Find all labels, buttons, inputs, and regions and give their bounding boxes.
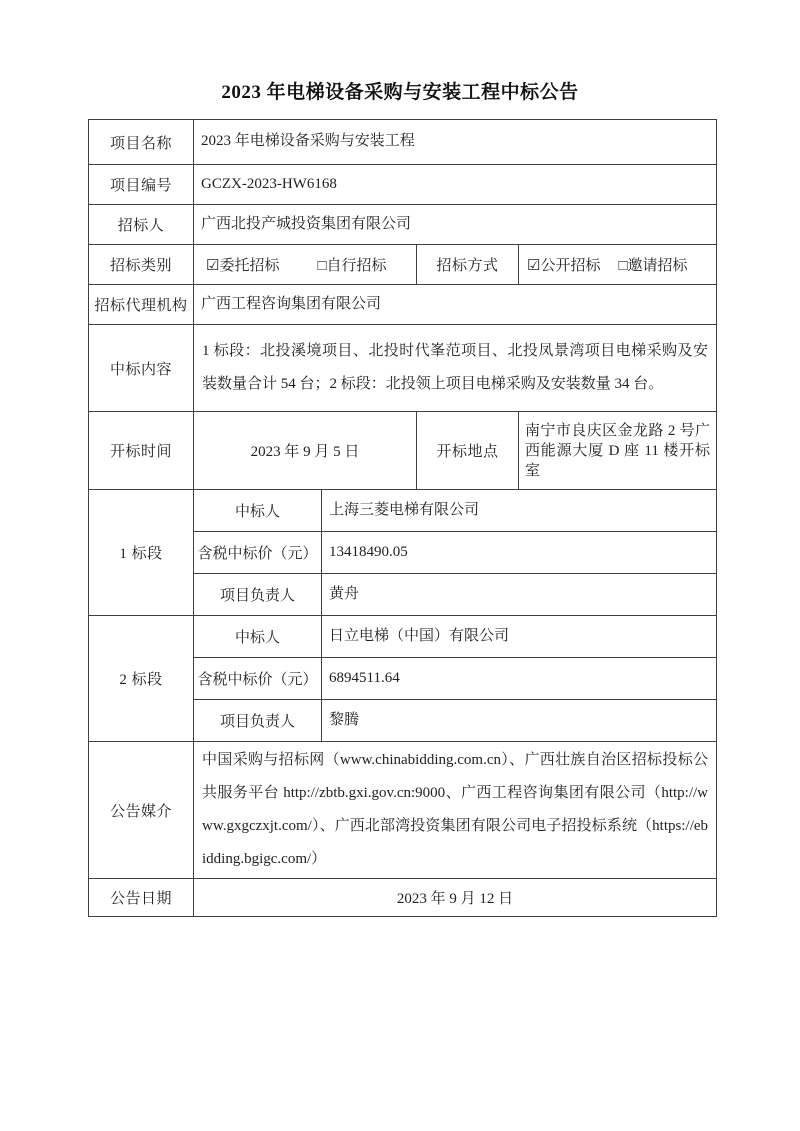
- announcement-table: [88, 119, 717, 917]
- tender-category-option-self: [317, 254, 386, 275]
- bid-opening-time-label: 开标时间: [89, 412, 194, 490]
- table-row-section2-winner: [89, 616, 717, 658]
- section1-manager-value: 黄舟: [322, 574, 717, 616]
- checkbox-unchecked-icon: □: [317, 258, 327, 274]
- page-title: 2023 年电梯设备采购与安装工程中标公告: [221, 82, 579, 103]
- table-row-tenderer: [89, 205, 717, 245]
- table-row-agency: [89, 285, 717, 325]
- announce-date-value: 2023 年 9 月 12 日: [194, 879, 717, 917]
- checkbox-option-label: 委托招标: [219, 258, 280, 274]
- announce-date-label: 公告日期: [89, 879, 194, 917]
- checkbox-option-label: 邀请招标: [627, 258, 688, 274]
- tenderer-label: 招标人: [89, 205, 194, 245]
- project-name-label: 项目名称: [89, 120, 194, 165]
- section2-label: 2 标段: [89, 616, 194, 742]
- checkbox-option-label: 自行招标: [326, 258, 387, 274]
- table-row-bid-opening: [89, 412, 717, 490]
- section2-price-label: 含税中标价（元）: [194, 658, 322, 700]
- tender-method-option-open: [527, 254, 600, 275]
- project-code-value: GCZX-2023-HW6168: [194, 165, 717, 205]
- tender-category-option-entrusted: [206, 254, 279, 275]
- bid-opening-place-label: 开标地点: [417, 412, 519, 490]
- agency-value: 广西工程咨询集团有限公司: [194, 285, 717, 325]
- bid-opening-place-value: 南宁市良庆区金龙路 2 号广西能源大厦 D 座 11 楼开标室: [519, 412, 717, 490]
- section2-winner-label: 中标人: [194, 616, 322, 658]
- table-row-announce-date: [89, 879, 717, 917]
- section2-winner-value: 日立电梯（中国）有限公司: [322, 616, 717, 658]
- tender-category-label: 招标类别: [89, 245, 194, 285]
- section2-price-value: 6894511.64: [322, 658, 717, 700]
- checkbox-checked-icon: ☑: [527, 258, 541, 274]
- table-row-project-code: [89, 165, 717, 205]
- agency-label: 招标代理机构: [89, 285, 194, 325]
- tender-method-label: 招标方式: [417, 245, 519, 285]
- table-row-media: [89, 742, 717, 879]
- checkbox-unchecked-icon: □: [618, 258, 628, 274]
- table-row-section1-winner: [89, 490, 717, 532]
- table-row-award-content: [89, 325, 717, 412]
- checkbox-option-label: 公开招标: [540, 258, 601, 274]
- bid-opening-time-value: 2023 年 9 月 5 日: [194, 412, 417, 490]
- section1-winner-value: 上海三菱电梯有限公司: [322, 490, 717, 532]
- tender-method-option-invite: [618, 254, 687, 275]
- media-value: 中国采购与招标网（www.chinabidding.com.cn）、广西壮族自治区招标投标公共服务平台 http://zbtb.gxi.gov.cn:9000、广西工程咨询集团有限公司（http://www.gxgczxjt.com/）、广西北部湾投资集团有限公司电子招投标系统（https://ebidding.bgigc.com/）: [194, 742, 717, 879]
- award-content-value: 1 标段：北投溪境项目、北投时代峯范项目、北投凤景湾项目电梯采购及安装数量合计 54 台；2 标段：北投领上项目电梯采购及安装数量 34 台。: [194, 325, 717, 412]
- table-row-tender-category: [89, 245, 717, 285]
- tenderer-value: 广西北投产城投资集团有限公司: [194, 205, 717, 245]
- tender-category-options: [194, 245, 417, 285]
- section1-price-value: 13418490.05: [322, 532, 717, 574]
- section2-manager-label: 项目负责人: [194, 700, 322, 742]
- project-code-label: 项目编号: [89, 165, 194, 205]
- section1-manager-label: 项目负责人: [194, 574, 322, 616]
- section1-label: 1 标段: [89, 490, 194, 616]
- section1-winner-label: 中标人: [194, 490, 322, 532]
- tender-method-options: [519, 245, 717, 285]
- media-label: 公告媒介: [89, 742, 194, 879]
- checkbox-checked-icon: ☑: [206, 258, 220, 274]
- section1-price-label: 含税中标价（元）: [194, 532, 322, 574]
- award-content-label: 中标内容: [89, 325, 194, 412]
- section2-manager-value: 黎腾: [322, 700, 717, 742]
- project-name-value: 2023 年电梯设备采购与安装工程: [194, 120, 717, 165]
- table-row-project-name: [89, 120, 717, 165]
